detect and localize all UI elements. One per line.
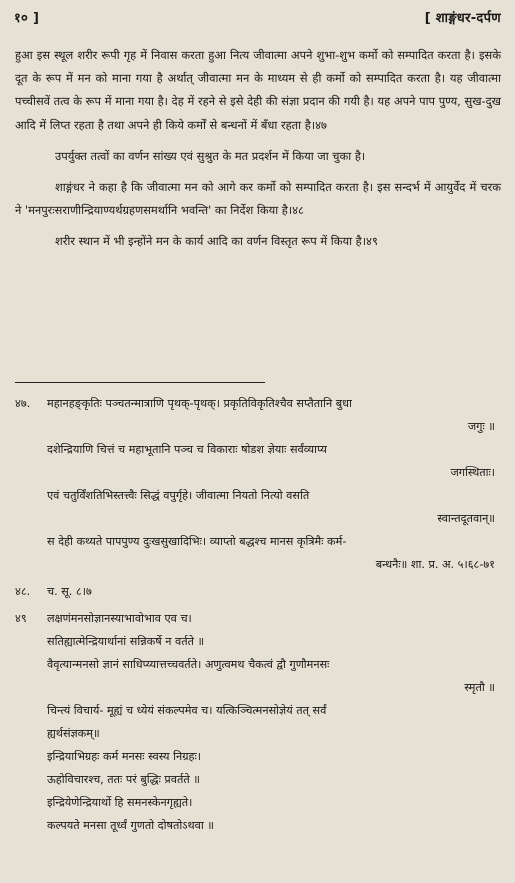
footnote-49: [15, 607, 501, 837]
verse-line: दशेन्द्रियाणि चित्तं च महाभूतानि पञ्च च विकाराः षोडश ज्ञेयाः सर्वंव्याप्य: [47, 443, 327, 456]
main-text: [15, 44, 501, 262]
footnotes: [15, 392, 501, 841]
verse-line: जगस्थिताः।: [450, 466, 495, 479]
verse-line: ऊहोविचारश्च, ततः परं बुद्धिः प्रवर्तते ॥: [47, 773, 200, 786]
verse-line: ह्यर्थसंज्ञकम्॥: [47, 727, 100, 740]
footnote-48: [15, 580, 501, 603]
verse-line: इन्द्रियेणेन्द्रियार्थो हि समनस्केनगृह्यते।: [47, 796, 193, 809]
verse-line: इन्द्रियाभिग्रहः कर्म मनसः स्वस्य निग्रहः।: [47, 750, 201, 763]
verse-line: स्मृतौ ॥: [464, 681, 495, 694]
paragraph: हुआ इस स्थूल शरीर रूपी गृह में निवास करता हुआ नित्य जीवात्मा अपने शुभा-शुभ कर्मो को सम्पादित करता है। इसके दूत के रूप में मन को माना गया है अर्थात् जीवात्मा मन के माध्यम से ही कर्मो को सम्पादित करता है। यह जीवात्मा पच्चीसवें तत्व के रूप में माना गया है। देह में रहने से इसे देही की संज्ञा प्रदान की गयी है। यह अपने पाप पुण्य, सुख-दुख आदि में लिप्त रहता है तथा अपने ही किये कर्मों से बन्धनों में बँधा रहता है।४७: [15, 48, 501, 132]
verse-line: जगुः ॥: [467, 420, 495, 433]
verse-line: सतिह्यात्मेन्द्रियार्थानां सन्निकर्षे न वर्तते ॥: [47, 635, 205, 648]
paragraph: शाङ्गंधर ने कहा है कि जीवात्मा मन को आगे कर कर्मो को सम्पादित करता है। इस सन्दर्भ में आयुर्वेद में चरक ने 'मनपुरःसराणीन्द्रियाण्यर्थग्रहणसमर्थानि भवन्ति' का निर्देश किया है।४८: [15, 180, 501, 218]
page-number: १० ]: [14, 11, 40, 26]
verse-line: लक्षणंमनसोज्ञानस्याभावोभाव एव च।: [47, 612, 192, 625]
verse-line: महानहङ्कृतिः पञ्चतन्मात्राणि पृथक्-पृथक्। प्रकृतिविकृतिश्चैव सप्तैतानि बुधा: [47, 397, 352, 410]
verse-line: स्वान्तदूतवान्॥: [437, 512, 495, 525]
paragraph: शरीर स्थान में भी इन्होंने मन के कार्य आदि का वर्णन विस्तृत रूप में किया है।४९: [55, 234, 378, 249]
footnote-number: ४७.: [15, 397, 31, 410]
citation: च. सू. ८।७: [47, 585, 92, 598]
verse-line: स देही कथ्यते पापपुण्य दुःखसुखादिभिः। व्याप्तो बद्धश्च मानस कृत्रिमैः कर्म-: [47, 535, 347, 548]
verse-line: बन्धनैः॥ शा. प्र. अ. ५।६८-७१: [375, 558, 495, 571]
paragraph: उपर्युक्त तत्वों का वर्णन सांख्य एवं सुश्रुत के मत प्रदर्शन में किया जा चुका है।: [55, 148, 366, 163]
verse-line: कल्पयते मनसा तूर्ध्वं गुणतो दोषतोऽथवा ॥: [47, 819, 214, 832]
verse-line: चिन्त्यं विचार्य- मूह्यं च ध्येयं संकल्पमेव च। यत्किञ्चित्मनसोज्ञेयं तत् सर्वं: [47, 704, 327, 717]
verse-line: एवं चतुर्विंशतिभिस्तत्त्वैः सिद्धं वपुर्गृहे। जीवात्मा नियतो नित्यो वसति: [47, 489, 310, 502]
running-title: [ शाङ्गंधर-दर्पण: [424, 11, 501, 26]
footnote-divider: [15, 382, 265, 383]
footnote-47: [15, 392, 501, 576]
footnote-number: ४८.: [15, 585, 31, 598]
verse-line: वैवृत्यान्मनसो ज्ञानं साधिप्य्यात्तच्चवर्तते। अणुत्वमथ चैकत्वं द्वौ गुणौमनसः: [47, 658, 330, 671]
footnote-number: ४९: [15, 612, 27, 625]
